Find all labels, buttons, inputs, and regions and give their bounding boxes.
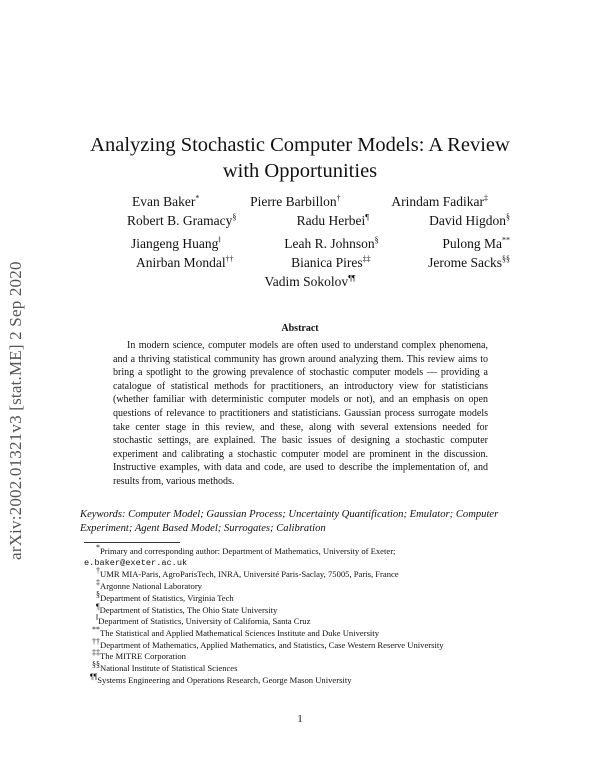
author: Anirban Mondal†† <box>136 254 234 270</box>
footnote: *Primary and corresponding author: Department of Mathematics, University of Exeter; <box>96 543 396 556</box>
arxiv-identifier: arXiv:2002.01321v3 [stat.ME] 2 Sep 2020 <box>6 261 25 560</box>
author: Leah R. Johnson§ <box>284 235 379 251</box>
footnote: ¶¶Systems Engineering and Operations Research, George Mason University <box>90 671 352 685</box>
footnote: ‖Department of Statistics, University of California, Santa Cruz <box>96 613 311 627</box>
footnotes <box>84 543 518 686</box>
author: Pulong Ma** <box>442 235 510 251</box>
footnote: †UMR MIA-Paris, AgroParisTech, INRA, Université Paris-Saclay, 75005, Paris, France <box>96 566 399 580</box>
footnote-email: e.baker@exeter.ac.uk <box>84 557 188 568</box>
author-row <box>110 194 510 213</box>
author: Arindam Fadikar‡ <box>391 193 488 209</box>
author-row <box>110 274 510 293</box>
author: Evan Baker* <box>132 193 200 209</box>
author: David Higdon§ <box>429 212 510 228</box>
footnote: ‡‡The MITRE Corporation <box>92 648 186 662</box>
title-line-1: Analyzing Stochastic Computer Models: A Review <box>90 134 510 156</box>
footnote: ¶Department of Statistics, The Ohio State University <box>96 601 278 615</box>
footnote: §Department of Statistics, Virginia Tech <box>96 589 234 603</box>
keywords: Keywords: Computer Model; Gaussian Process; Uncertainty Quantification; Emulator; Computer Experiment; Agent Based Model; Surrogates; Calibration <box>80 509 499 534</box>
author-row <box>110 255 510 274</box>
footnote: ††Department of Mathematics, Applied Mathematics, and Statistics, Case Western Reserve University <box>92 636 444 650</box>
author: Jiangeng Huang‖ <box>131 235 221 251</box>
footnote: **The Statistical and Applied Mathematical Sciences Institute and Duke University <box>92 625 379 638</box>
author: Robert B. Gramacy§ <box>127 212 237 228</box>
abstract-text: In modern science, computer models are often used to understand complex phenomena, and a thriving statistical community has grown around analyzing them. This review aims to bring a spotlight to the growing prevalence of stochastic computer models — providing a catalogue of statistical methods for practitioners, an introductory view for statisticians (whether familiar with deterministic computer models or not), and an emphasis on open questions of relevance to practitioners and statisticians. Gaussian process surrogate models take center stage in this review, and these, along with several extensions needed for stochastic settings, are explained. The basic issues of designing a stochastic computer experiment and calibrating a stochastic computer model are prominent in the discussion. Instructive examples, with data and code, are used to describe the implementation of, and results from, various methods. <box>113 340 488 487</box>
author: Vadim Sokolov¶¶ <box>264 273 356 289</box>
author: Pierre Barbillon† <box>250 193 341 209</box>
abstract-heading: Abstract <box>281 323 319 334</box>
author-row <box>110 213 510 232</box>
paper-title <box>60 132 540 184</box>
author: Jerome Sacks§§ <box>428 254 510 270</box>
author: Radu Herbei¶ <box>296 212 369 228</box>
title-line-2: with Opportunities <box>222 160 378 182</box>
author-row <box>110 236 510 255</box>
author-block-1 <box>110 194 510 232</box>
author: Bianica Pires‡‡ <box>291 254 371 270</box>
footnote: §§National Institute of Statistical Sciences <box>92 660 238 674</box>
footnote: ‡Argonne National Laboratory <box>96 578 202 592</box>
author-block-2 <box>110 236 510 293</box>
page-number: 1 <box>297 713 303 725</box>
